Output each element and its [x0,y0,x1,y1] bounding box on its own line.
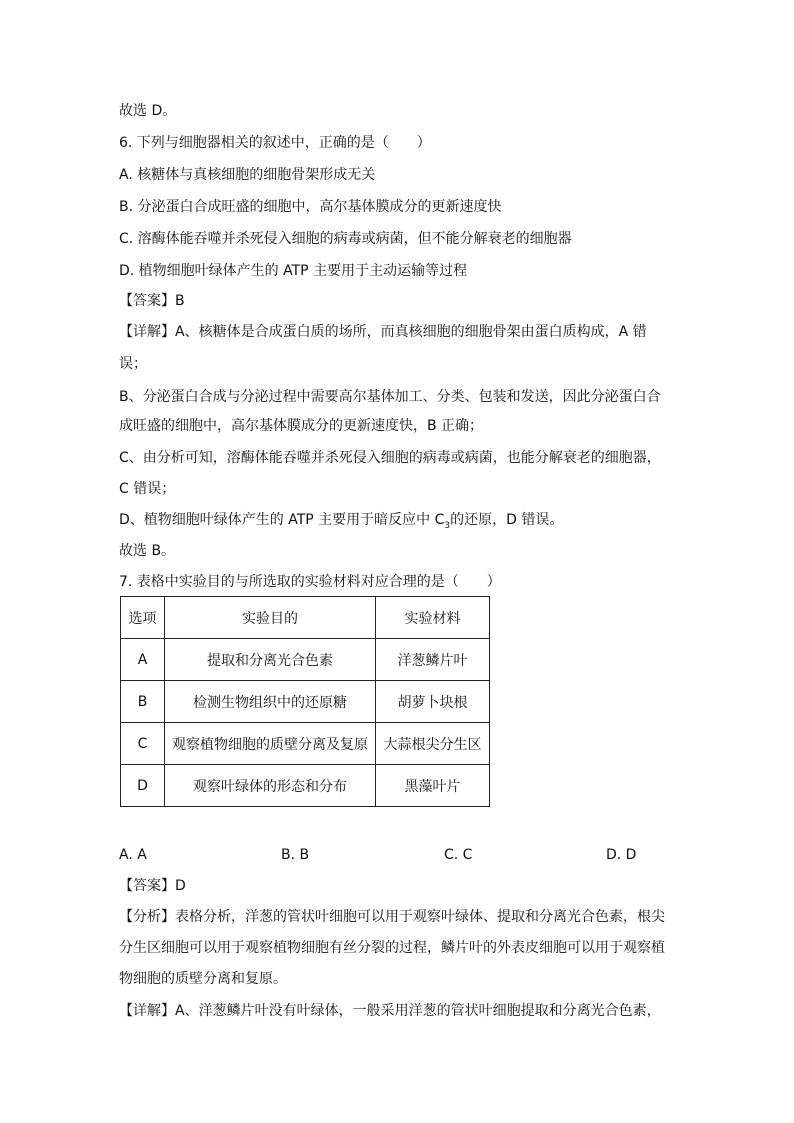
table-header-row [121,597,490,639]
q6-option-b: B. 分泌蛋白合成旺盛的细胞中，高尔基体膜成分的更新速度快 [119,199,502,215]
table-cell: 胡萝卜块根 [376,681,490,723]
table-row [121,723,490,765]
q7-option-b: B. B [281,847,310,863]
table-cell: 大蒜根尖分生区 [376,723,490,765]
q7-option-a: A. A [119,847,147,863]
q7-analysis-line: 【分析】表格分析，洋葱的管状叶细胞可以用于观察叶绿体、提取和分离光合色素，根尖 [119,909,665,925]
q6-detail-line: C 错误； [119,481,176,497]
question-6-stem: 6. 下列与细胞器相关的叙述中，正确的是（ ） [119,135,431,151]
table-cell: 观察叶绿体的形态和分布 [165,765,376,807]
q7-analysis-line: 物细胞的质壁分离和复原。 [119,971,287,987]
q6-detail-line: 【详解】A、核糖体是合成蛋白质的场所，而真核细胞的细胞骨架由蛋白质构成，A 错 [119,324,647,340]
table-cell: 提取和分离光合色素 [165,639,376,681]
table-header-cell: 实验目的 [165,597,376,639]
q6-detail-d-subscript: 3 [444,520,451,531]
q7-answer: 【答案】D [119,878,186,894]
table-cell: 检测生物组织中的还原糖 [165,681,376,723]
q7-option-c: C. C [444,847,473,863]
q6-detail-line: 误； [119,356,147,372]
experiment-table [120,596,490,807]
q7-detail-line: 【详解】A、洋葱鳞片叶没有叶绿体，一般采用洋葱的管状叶细胞提取和分离光合色素， [119,1003,661,1019]
q6-detail-line: B、分泌蛋白合成与分泌过程中需要高尔基体加工、分类、包装和发送，因此分泌蛋白合 [119,389,661,405]
q6-detail-d-text-end: 的还原，D 错误。 [450,512,564,528]
q7-analysis-line: 分生区细胞可以用于观察植物细胞有丝分裂的过程，鳞片叶的外表皮细胞可以用于观察植 [119,940,665,956]
table-cell: 观察植物细胞的质壁分离及复原 [165,723,376,765]
table-cell: 洋葱鳞片叶 [376,639,490,681]
q6-conclusion: 故选 B。 [119,543,176,559]
previous-conclusion: 故选 D。 [119,103,177,119]
q7-option-d: D. D [606,847,637,863]
q6-option-a: A. 核糖体与真核细胞的细胞骨架形成无关 [119,167,376,183]
q6-detail-d [119,510,563,536]
table-cell: 黑藻叶片 [376,765,490,807]
q6-option-c: C. 溶酶体能吞噬并杀死侵入细胞的病毒或病菌，但不能分解衰老的细胞器 [119,231,572,247]
table-header-cell: 选项 [121,597,165,639]
table-cell: B [121,681,165,723]
table-row [121,765,490,807]
q6-option-d: D. 植物细胞叶绿体产生的 ATP 主要用于主动运输等过程 [119,263,468,279]
q6-detail-line: 成旺盛的细胞中，高尔基体膜成分的更新速度快，B 正确； [119,418,484,434]
q6-answer: 【答案】B [119,293,185,309]
q6-detail-line: C、由分析可知，溶酶体能吞噬并杀死侵入细胞的病毒或病菌，也能分解衰老的细胞器， [119,450,661,466]
table-row [121,639,490,681]
q6-detail-d-text: D、植物细胞叶绿体产生的 ATP 主要用于暗反应中 C [119,512,445,528]
table-cell: D [121,765,165,807]
table-cell: C [121,723,165,765]
table-row [121,681,490,723]
table-header-cell: 实验材料 [376,597,490,639]
table-cell: A [121,639,165,681]
question-7-stem: 7. 表格中实验目的与所选取的实验材料对应合理的是（ ） [119,574,501,590]
